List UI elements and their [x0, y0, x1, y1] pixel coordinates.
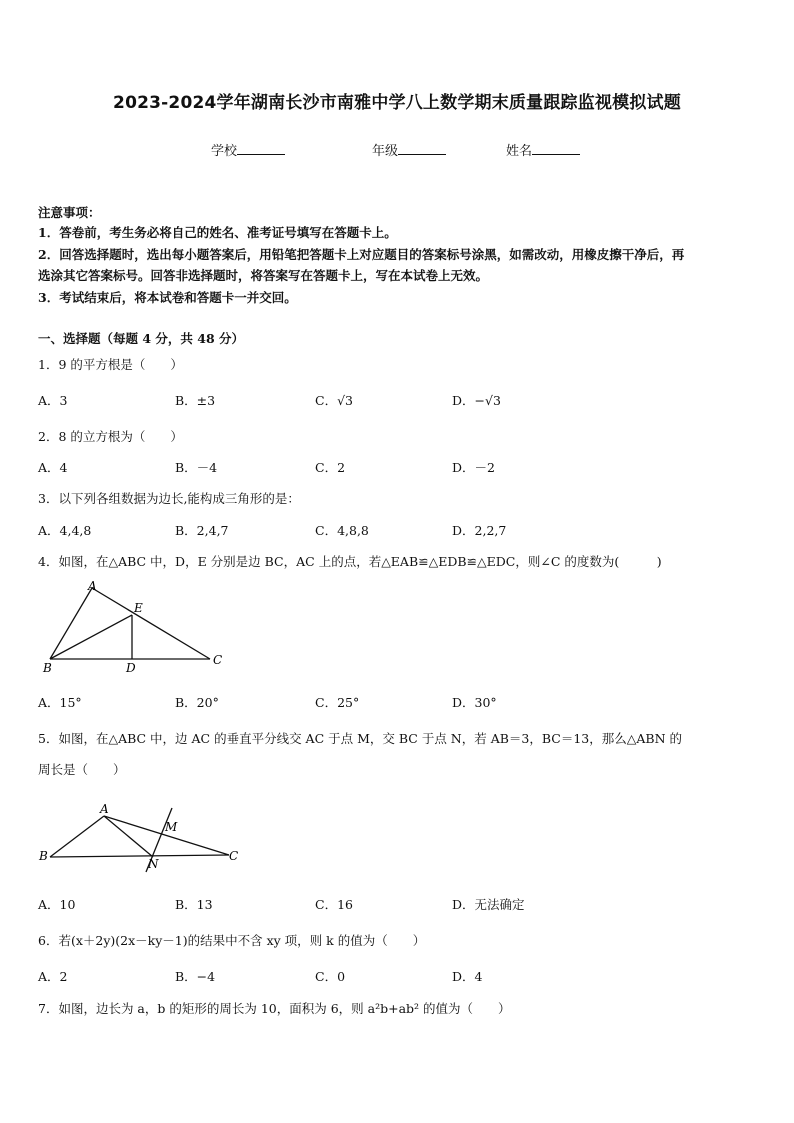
option: C．0 — [315, 969, 346, 984]
triangle-figure-q5 — [36, 800, 246, 880]
question-stem: 6．若(x＋2y)(2x－ky－1)的结果中不含 xy 项，则 k 的值为（ ） — [38, 933, 426, 948]
label-b: B — [43, 661, 52, 675]
notes-heading: 注意事项： — [38, 205, 101, 220]
option: D．−√3 — [452, 393, 501, 408]
option: A．10 — [38, 897, 76, 912]
segment-an — [104, 816, 153, 857]
option: A．2 — [38, 969, 68, 984]
option: D．30° — [452, 695, 497, 710]
grade-label: 年级 — [372, 144, 399, 159]
option: D．无法确定 — [452, 897, 525, 912]
question-stem: 5．如图，在△ABC 中，边 AC 的垂直平分线交 AC 于点 M，交 BC 于点 N，若 AB＝3，BC＝13，那么△ABN 的 — [38, 731, 683, 746]
question-stem: 7．如图，边长为 a，b 的矩形的周长为 10，面积为 6，则 a²b+ab² 的值为（ ） — [38, 1001, 511, 1016]
school-field — [211, 140, 285, 159]
label-n: N — [148, 857, 159, 871]
question-stem: 1．9 的平方根是（ ） — [38, 357, 183, 372]
label-d: D — [126, 661, 136, 675]
segment-bc — [50, 855, 229, 857]
option: A．4,4,8 — [38, 523, 92, 538]
question-stem-continued: 周长是（ ） — [38, 762, 126, 777]
label-m: M — [165, 820, 178, 834]
option: C．2 — [315, 460, 346, 475]
school-blank — [237, 142, 285, 155]
question-stem: 2．8 的立方根为（ ） — [38, 429, 183, 444]
option: B．−4 — [175, 969, 216, 984]
option: A．3 — [38, 393, 68, 408]
grade-field — [372, 140, 446, 159]
option: A．15° — [38, 695, 82, 710]
page-title: 2023-2024学年湖南长沙市南雅中学八上数学期末质量跟踪监视模拟试题 — [113, 93, 681, 113]
school-label: 学校 — [211, 144, 238, 159]
option: B．13 — [175, 897, 213, 912]
option: C．4,8,8 — [315, 523, 369, 538]
question-stem: 4．如图，在△ABC 中，D，E 分别是边 BC，AC 上的点，若△EAB≌△EDB≌△EDC，则∠C 的度数为( ) — [38, 554, 662, 569]
name-blank — [532, 142, 580, 155]
name-label: 姓名 — [506, 144, 533, 159]
label-c: C — [213, 653, 223, 667]
label-b: B — [39, 849, 48, 863]
option: D．4 — [452, 969, 483, 984]
note-item: 2．回答选择题时，选出每小题答案后，用铅笔把答题卡上对应题目的答案标号涂黑，如需改动，用橡皮擦干净后，再 — [38, 247, 685, 262]
option: C．25° — [315, 695, 360, 710]
name-field — [506, 140, 580, 159]
segment-ab — [50, 816, 104, 857]
option: B．2,4,7 — [175, 523, 229, 538]
option: D．－2 — [452, 460, 495, 475]
note-item: 选涂其它答案标号。回答非选择题时，将答案写在答题卡上，写在本试卷上无效。 — [38, 268, 489, 283]
label-a: A — [88, 579, 97, 593]
option: C．16 — [315, 897, 353, 912]
grade-blank — [398, 142, 446, 155]
option: A．4 — [38, 460, 68, 475]
option: D．2,2,7 — [452, 523, 507, 538]
option: B．－4 — [175, 460, 218, 475]
section-heading: 一、选择题（每题 4 分，共 48 分） — [38, 331, 245, 346]
option: B．20° — [175, 695, 219, 710]
label-a: A — [100, 802, 109, 816]
option: C．√3 — [315, 393, 353, 408]
question-stem: 3．以下列各组数据为边长,能构成三角形的是： — [38, 491, 300, 506]
label-c: C — [229, 849, 239, 863]
segment-ac — [92, 588, 210, 659]
label-e: E — [134, 601, 143, 615]
note-item: 1．答卷前，考生务必将自己的姓名、准考证号填写在答题卡上。 — [38, 225, 397, 240]
note-item: 3．考试结束后，将本试卷和答题卡一并交回。 — [38, 290, 297, 305]
option: B．±3 — [175, 393, 216, 408]
triangle-figure-q4 — [38, 578, 238, 678]
